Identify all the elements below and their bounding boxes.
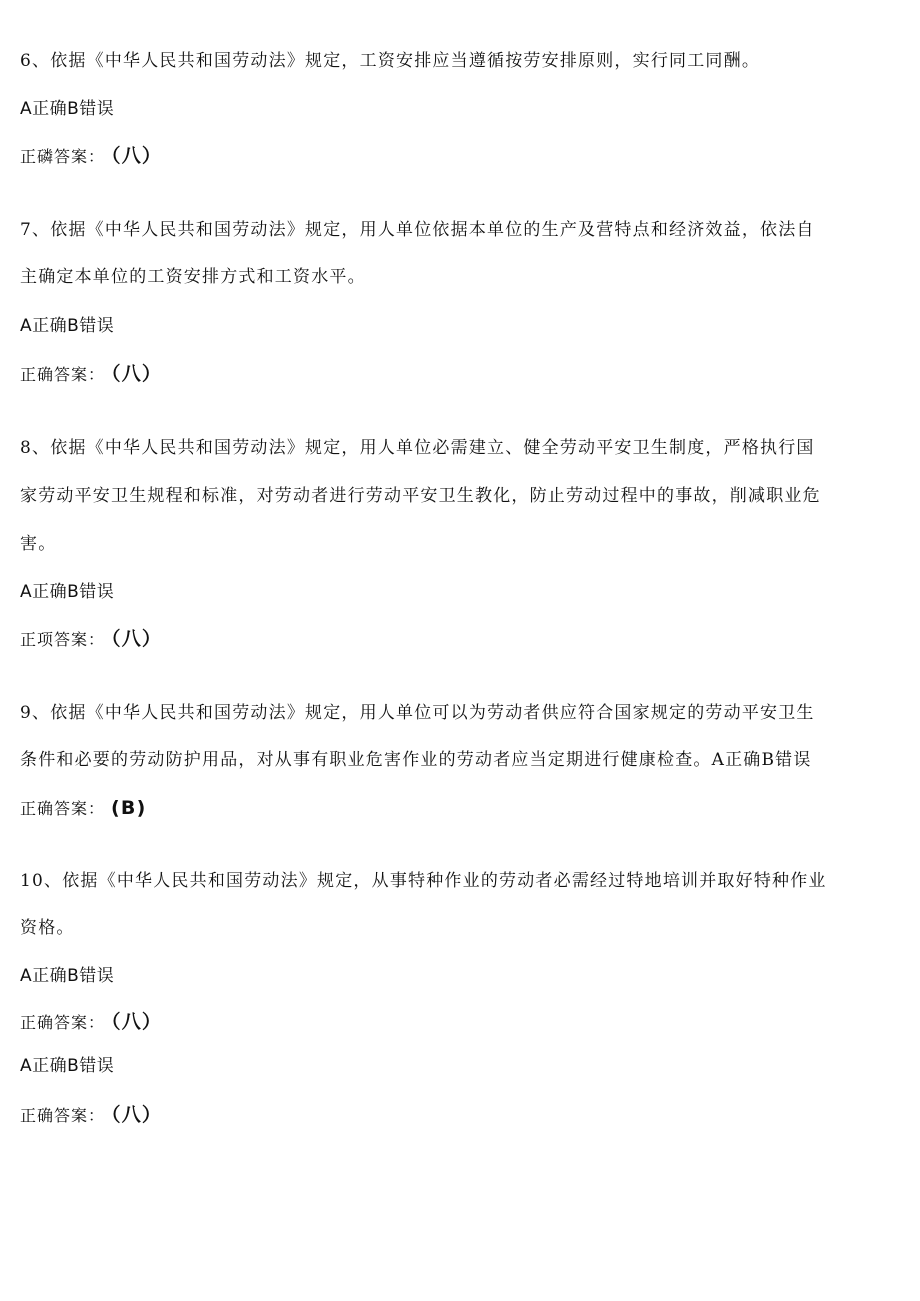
question-8-text-line-1: 8、依据《中华人民共和国劳动法》规定，用人单位必需建立、健全劳动平安卫生制度，严格执行国 — [20, 438, 815, 458]
question-9-text-line-1: 9、依据《中华人民共和国劳动法》规定，用人单位可以为劳动者供应符合国家规定的劳动平安卫生 — [20, 703, 815, 723]
question-10-text-line-1: 10、依据《中华人民共和国劳动法》规定，从事特种作业的劳动者必需经过特地培训并取好特种作业 — [20, 871, 827, 891]
answer-value: (B) — [111, 797, 147, 819]
answer-label: 正确答案： — [20, 365, 106, 384]
answer-value: （八） — [111, 628, 163, 650]
answer-label: 正磷答案： — [20, 147, 106, 166]
question-7-text-line-2: 主确定本单位的工资安排方式和工资水平。 — [20, 267, 366, 287]
extra-options: A正确B错误 — [20, 1056, 115, 1076]
question-6-text: 6、依据《中华人民共和国劳动法》规定，工资安排应当遵循按劳安排原则，实行同工同酬。 — [20, 51, 761, 71]
question-8-text-line-2: 家劳动平安卫生规程和标准，对劳动者进行劳动平安卫生教化，防止劳动过程中的事故，削减职业危 — [20, 486, 821, 506]
question-6-options: A正确B错误 — [20, 99, 115, 119]
question-10-options: A正确B错误 — [20, 966, 115, 986]
answer-label: 正确答案： — [20, 1013, 106, 1032]
answer-label: 正确答案： — [20, 1106, 106, 1125]
question-9-text-line-2: 条件和必要的劳动防护用品，对从事有职业危害作业的劳动者应当定期进行健康检查。A正确B错误 — [20, 750, 812, 770]
question-8-text-line-3: 害。 — [20, 534, 57, 554]
question-8-answer — [20, 628, 162, 651]
answer-value: （八） — [111, 145, 163, 167]
answer-label: 正项答案： — [20, 630, 106, 649]
question-8-options: A正确B错误 — [20, 582, 115, 602]
question-7-answer — [20, 363, 162, 386]
extra-answer — [20, 1104, 162, 1127]
answer-label: 正确答案： — [20, 799, 106, 818]
question-9-answer — [20, 797, 146, 820]
answer-value: （八） — [111, 1104, 163, 1126]
question-10-answer — [20, 1011, 162, 1034]
question-7-options: A正确B错误 — [20, 316, 115, 336]
answer-value: （八） — [111, 363, 163, 385]
answer-value: （八） — [111, 1011, 163, 1033]
question-10-text-line-2: 资格。 — [20, 918, 75, 938]
question-6-answer — [20, 145, 162, 168]
question-7-text-line-1: 7、依据《中华人民共和国劳动法》规定，用人单位依据本单位的生产及营特点和经济效益，依法自 — [20, 220, 815, 240]
